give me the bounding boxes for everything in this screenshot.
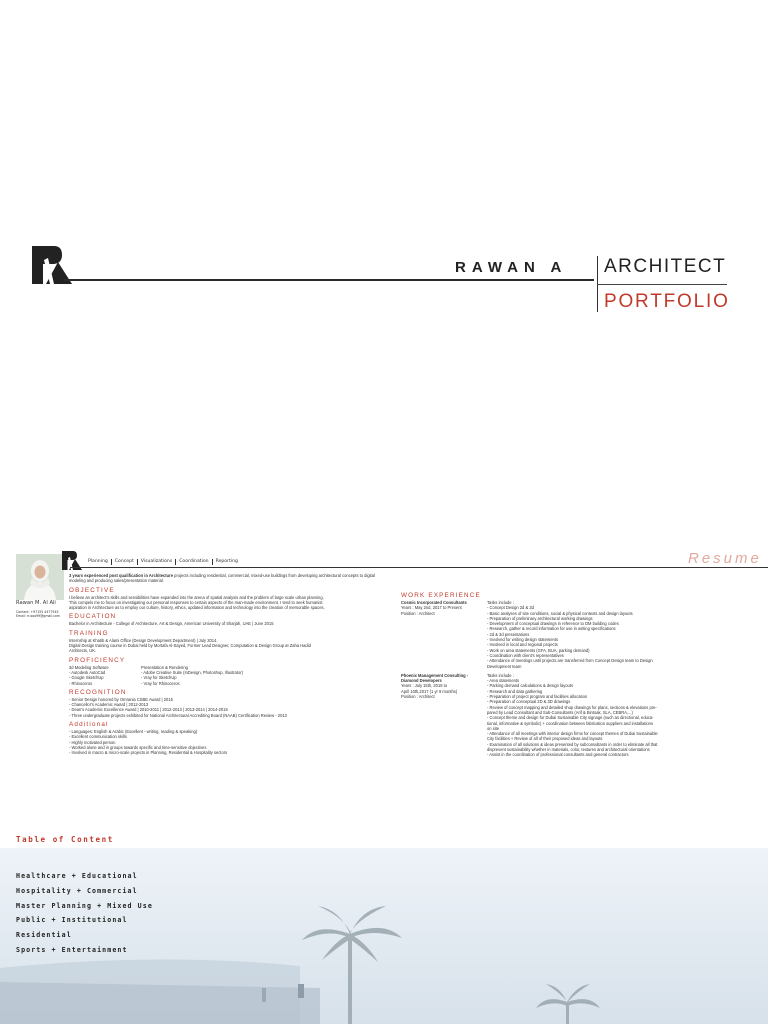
toc-list bbox=[16, 869, 153, 958]
recognition-line: - Three undergraduate projects exhibited for National Architectural Accrediting Board (NAAB) Certification Review - 2013 bbox=[69, 712, 287, 718]
toc-title: Table of Content bbox=[16, 835, 114, 844]
task-line: - 2d & 3d presentations bbox=[487, 631, 530, 637]
proficiency-rendering bbox=[141, 665, 243, 686]
task-line: - Parking demand calculations & design layouts bbox=[487, 683, 574, 689]
proficiency-item: - Adobe Creative Suite (InDesign, Photoshop, Illustrator) bbox=[141, 669, 243, 675]
job-years: April 10th,2017 (1 yr 9 months) bbox=[401, 688, 458, 694]
recognition-line: - Chancellor's Academic Award | 2012-2013 bbox=[69, 702, 149, 708]
skill-concept: Concept bbox=[114, 559, 134, 564]
proficiency-item: - Rhinoceros bbox=[69, 680, 93, 686]
cover-divider-horizontal bbox=[597, 284, 727, 285]
job-company: Cosmic Incorporated Consultants bbox=[401, 600, 467, 605]
skill-coordination: Coordination bbox=[179, 559, 209, 564]
recognition-line: - Dean's Academic Excellence Award | 2010-2011 | 2012-2013 | 2013-2014 | 2014-2015 bbox=[69, 707, 228, 713]
cover-title-portfolio: PORTFOLIO bbox=[604, 291, 730, 312]
proficiency-item: 3d Modeling Software bbox=[69, 664, 109, 670]
proficiency-item: Presentation & Rendering bbox=[141, 664, 188, 670]
training-heading: TRAINING bbox=[69, 629, 109, 637]
additional-heading: Additional bbox=[69, 721, 109, 729]
objective-line: aspiration in Architecture as to employ our culture, history, ethics, updated information and technology into the creation of memorable spaces. bbox=[69, 605, 325, 611]
proficiency-modeling bbox=[69, 665, 131, 686]
job-entry bbox=[401, 673, 701, 758]
task-line: - Attendance of meetings until projects are transferred from Concept Design team to Design bbox=[487, 658, 653, 664]
toc-item-residential[interactable]: Residential bbox=[16, 931, 72, 940]
tasks-title: Tasks include : bbox=[487, 600, 514, 605]
skill-visualizations: Visualizations bbox=[140, 559, 173, 564]
task-line: - Development of conceptual drawings in reference to DM building codes bbox=[487, 621, 619, 627]
toc-item-healthcare-educational[interactable]: Healthcare + Educational bbox=[16, 872, 138, 880]
intro-paragraph bbox=[69, 573, 389, 584]
task-line: - Coordination with client's representatives bbox=[487, 652, 564, 658]
task-line: - Assist in the coordination of professional consultants and general contractors bbox=[487, 752, 629, 758]
objective-line: I believe an architect's skills and sensibilities have expanded into the arena of spatial analysis and the problem of large scale urban planning. bbox=[69, 594, 324, 600]
task-line: - Basic analyses of site conditions, social & physical contexts and design layouts bbox=[487, 610, 633, 616]
skill-reporting: Reporting bbox=[215, 559, 238, 564]
job-entry bbox=[401, 600, 701, 669]
task-line: - Work on area statements (GFA, BUA, parking demand) bbox=[487, 647, 590, 653]
job-tasks bbox=[487, 600, 701, 669]
task-line: - Involved for writing design statements bbox=[487, 637, 558, 643]
toc-item-hospitality-commercial[interactable]: Hospitality + Commercial bbox=[16, 886, 138, 895]
proficiency-item: - Google SketchUp bbox=[69, 675, 104, 681]
additional-line: - Highly motivated person bbox=[69, 739, 116, 745]
task-line: - Preparation of preliminary architectural working drawings bbox=[487, 615, 593, 621]
job-meta bbox=[401, 673, 483, 758]
cover-title-architect: ARCHITECT bbox=[604, 256, 727, 277]
separator bbox=[212, 559, 213, 565]
additional-line: - Involved in macro & micro-scale projects in Planning, Residential & Hospitality sectors bbox=[69, 750, 228, 756]
task-line: - Concept Design 2d & 3d bbox=[487, 605, 534, 611]
task-line: tional, informative & symbolic) + coordination between fabrication suppliers and installations bbox=[487, 720, 653, 726]
proficiency-item: - Vray for SketchUp bbox=[141, 675, 177, 681]
task-line: - Involved in local and regional projects bbox=[487, 642, 558, 648]
skill-planning: Planning bbox=[88, 559, 108, 564]
proficiency-heading: PROFICIENCY bbox=[69, 656, 126, 664]
job-years: Years : May 2nd, 2017 to Present bbox=[401, 605, 462, 611]
training-line: Digital Design training course in Dubai held by Mortafa Al-Sayed, Former Lead Designer, Computation & Design Group at Zaha Hadid bbox=[69, 643, 311, 649]
person-contact bbox=[16, 610, 60, 619]
additional-line: - Languages: English & Arabic (Excellent - writing, reading & speaking) bbox=[69, 729, 198, 735]
proficiency-item: - Vray for Rhinoceros bbox=[141, 680, 180, 686]
task-line: Development team bbox=[487, 663, 522, 669]
contact-email: Email: rr.ooo99@gmail.com bbox=[16, 614, 60, 619]
task-line: on site bbox=[487, 725, 500, 731]
skills-bar bbox=[88, 559, 238, 565]
job-meta bbox=[401, 600, 483, 669]
proficiency-item: - Autodesk AutoCad bbox=[69, 669, 106, 675]
job-position: Position : Architect bbox=[401, 694, 435, 700]
resume-rule bbox=[70, 567, 768, 568]
work-experience-heading: WORK EXPERIENCE bbox=[401, 592, 481, 599]
job-position: Position : Architect bbox=[401, 610, 435, 616]
toc-item-public-institutional[interactable]: Public + Institutional bbox=[16, 916, 128, 925]
task-line: City facilities + Review of all of their proposed ideas and layouts bbox=[487, 736, 603, 742]
toc-item-sports-entertainment[interactable]: Sports + Entertainment bbox=[16, 945, 128, 954]
task-line: - Review of concept mapping and detailed shop drawings for plans, sections & elevations pre- bbox=[487, 704, 657, 710]
recognition-line: - Senior Design honored by Omrania CSBE Award | 2015 bbox=[69, 696, 173, 702]
task-line: disprevent sustainability whether in materials, color, textures and architectural orientations bbox=[487, 747, 650, 753]
task-line: - Concept theme and design for Dubai Sustainable City signage (such as directional, educa- bbox=[487, 715, 654, 721]
recognition-heading: RECOGNITION bbox=[69, 688, 127, 696]
resume-heading: Resume bbox=[688, 550, 762, 567]
separator bbox=[175, 559, 176, 565]
task-line: - Examination of all solutions & ideas presented by subconsultants in order to eliminate all that bbox=[487, 741, 658, 747]
separator bbox=[111, 559, 112, 565]
person-name: Rawan M. Al Ali bbox=[16, 600, 56, 606]
objective-line: This compels me to focus on investigating our personal responses to certain aspects of the man-made environment. I tend to seek humanist bbox=[69, 599, 323, 605]
resume-right-column bbox=[401, 589, 701, 758]
cover-name: RAWAN A bbox=[455, 259, 568, 276]
education-line: Bachelor in Architecture - College of Architecture, Art & Design, American University of Sharjah, UAE | June 2015 bbox=[69, 621, 274, 627]
intro-bold: 3 years experienced post qualification in Architecture bbox=[69, 573, 174, 578]
task-line: - Research, gather & record information for use in writing specifications bbox=[487, 626, 616, 632]
intro-text: projects including residential, commercial, mixed-use buildings from developing architectural concepts to digital modeling and producing sales/presentation material. bbox=[69, 573, 375, 584]
additional-line: - Worked alone and in groups towards specific and time-sensitive objectives bbox=[69, 744, 207, 750]
training-line: Architects, UK. bbox=[69, 648, 97, 654]
task-line: - Area statements bbox=[487, 678, 520, 684]
task-line: - Preparation of conceptual 2D & 3D drawings bbox=[487, 699, 571, 705]
separator bbox=[137, 559, 138, 565]
job-company: Phoenix Management Consulting - Diamond Developers bbox=[401, 672, 469, 684]
task-line: - Preparation of project program and facilities allocation bbox=[487, 694, 588, 700]
toc-item-master-planning[interactable]: Master Planning + Mixed Use bbox=[16, 901, 153, 910]
job-years: Years : July 15th, 2015 to bbox=[401, 683, 448, 689]
additional-line: - Excellent communication skills bbox=[69, 734, 127, 740]
education-heading: EDUCATION bbox=[69, 613, 117, 621]
task-line: pared by Lead Consultant and Sub-Consultants (Arif & Bintoak, SLA, CEBRA,...) bbox=[487, 709, 633, 715]
resume-left-column bbox=[69, 573, 389, 756]
cover-rule bbox=[64, 279, 594, 281]
contact-phone: Contact: +97155 4477945 bbox=[16, 610, 59, 614]
proficiency-table bbox=[69, 665, 389, 686]
job-tasks bbox=[487, 673, 701, 758]
training-line: Internship at Khatib & Alami Office (Design Development Department) | July 2014. bbox=[69, 637, 218, 643]
task-line: - Research and data gathering bbox=[487, 688, 543, 694]
profile-photo bbox=[16, 554, 64, 600]
objective-heading: OBJECTIVE bbox=[69, 586, 115, 594]
tasks-title: Tasks include : bbox=[487, 672, 514, 678]
task-line: - Attendance of all meetings with interior design firms for concept themes of Dubai Sustainable bbox=[487, 731, 658, 737]
